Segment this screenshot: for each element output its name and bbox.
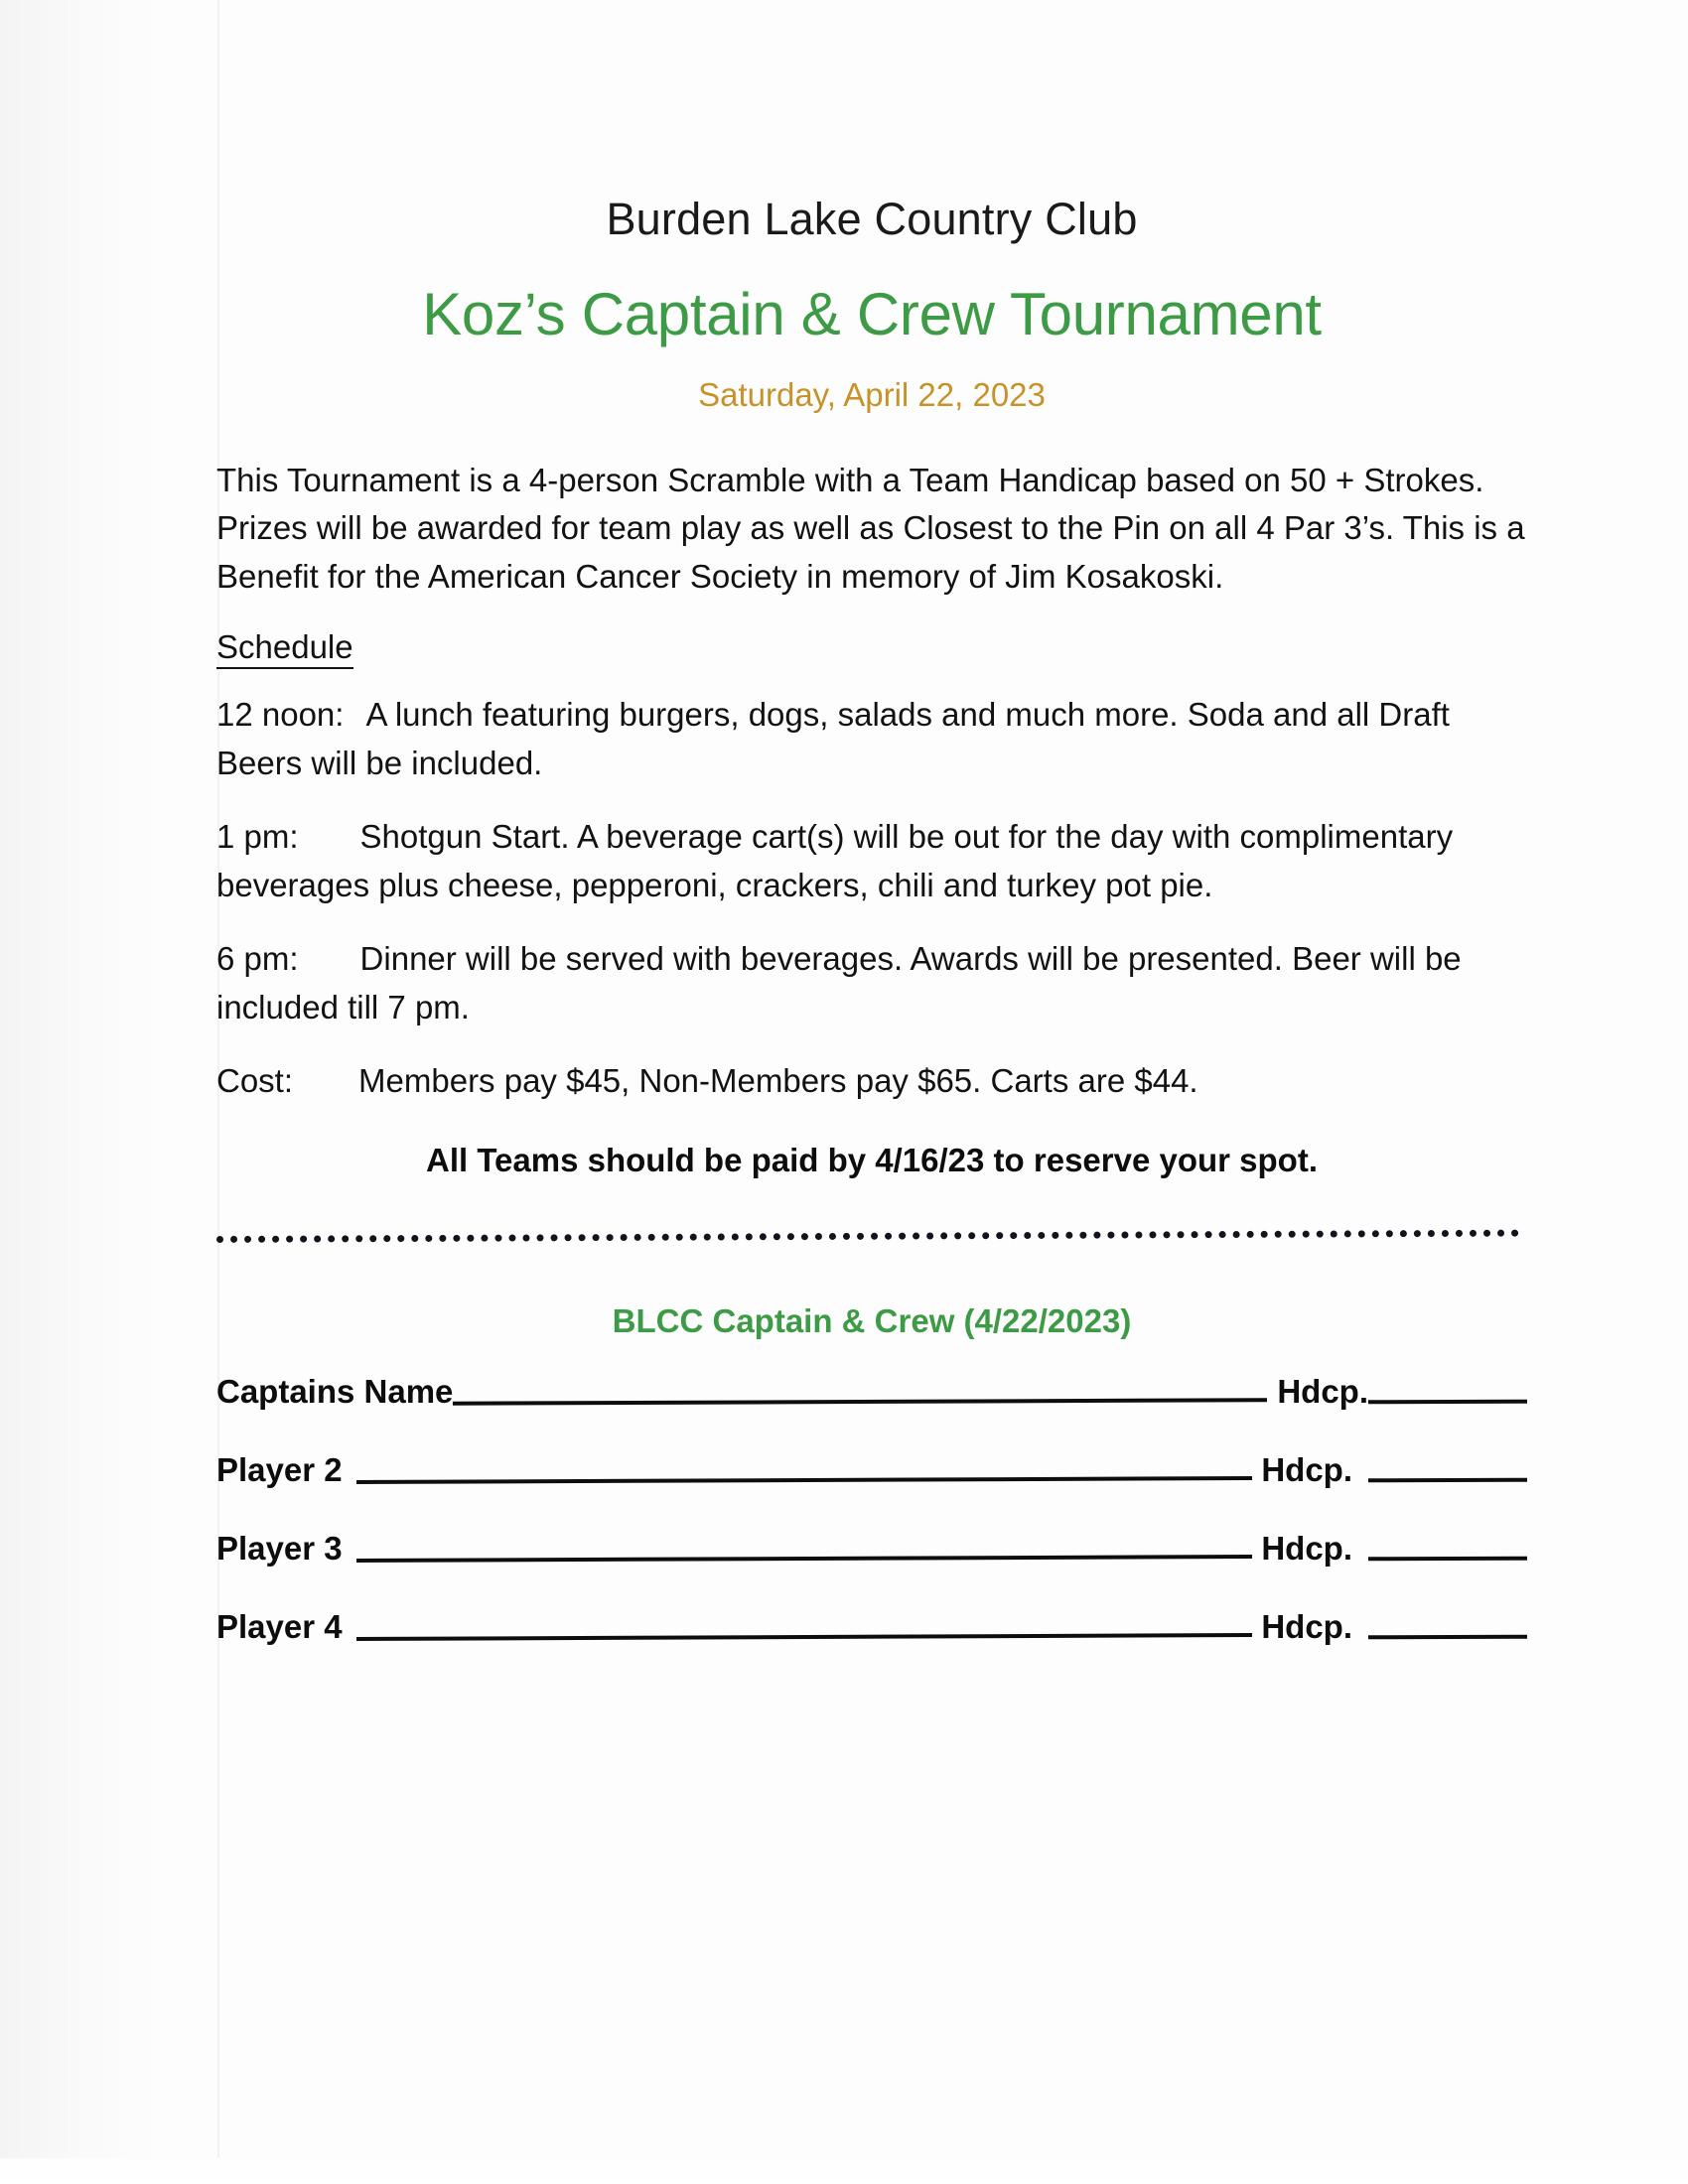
form-row-player-2 bbox=[216, 1452, 1527, 1489]
player-2-name-input[interactable] bbox=[356, 1476, 1252, 1484]
captain-name-label: Captains Name bbox=[216, 1373, 454, 1411]
schedule-heading-text: Schedule bbox=[216, 628, 353, 669]
schedule-item-cost bbox=[216, 1057, 1527, 1106]
body-block bbox=[216, 413, 1527, 1182]
schedule-time-1pm: 1 pm: bbox=[216, 818, 299, 856]
schedule-heading bbox=[216, 626, 1527, 669]
dashed-cut-line bbox=[216, 1229, 1519, 1242]
intro-paragraph: This Tournament is a 4-person Scramble with a Team Handicap based on 50 + Strokes. Prizes will be awarded for team play as well as Closest to the Pin on all 4 Par 3’s. This is a Benefit for the American Cancer Society in memory of Jim Kosakoski. bbox=[216, 461, 1525, 595]
form-row-player-3 bbox=[216, 1531, 1527, 1568]
tear-off-divider bbox=[216, 1236, 1527, 1256]
form-row-player-4 bbox=[216, 1609, 1527, 1646]
form-row-captain bbox=[216, 1374, 1527, 1411]
schedule-text-12noon: A lunch featuring burgers, dogs, salads and much more. Soda and all Draft Beers will be included. bbox=[216, 696, 1450, 781]
registration-form-title: BLCC Captain & Crew (4/22/2023) bbox=[612, 1301, 1132, 1339]
schedule-item-1pm bbox=[216, 813, 1527, 909]
club-name-title: Burden Lake Country Club bbox=[606, 194, 1138, 244]
payment-deadline-notice: All Teams should be paid by 4/16/23 to reserve your spot. bbox=[425, 1141, 1318, 1178]
schedule-text-cost: Members pay $45, Non-Members pay $65. Carts are $44. bbox=[358, 1062, 1198, 1100]
document-content bbox=[216, 0, 1527, 1646]
captain-hdcp-label: Hdcp. bbox=[1277, 1373, 1368, 1411]
player-4-hdcp-label: Hdcp. bbox=[1261, 1608, 1352, 1646]
event-title: Koz’s Captain & Crew Tournament bbox=[422, 280, 1322, 347]
player-3-hdcp-label: Hdcp. bbox=[1261, 1530, 1352, 1568]
player-4-label: Player 4 bbox=[216, 1608, 343, 1646]
registration-fields bbox=[216, 1374, 1527, 1646]
player-4-name-input[interactable] bbox=[356, 1633, 1252, 1641]
schedule-time-12noon: 12 noon: bbox=[216, 696, 345, 734]
player-2-label: Player 2 bbox=[216, 1451, 343, 1489]
schedule-text-6pm: Dinner will be served with beverages. Awards will be presented. Beer will be included till 7 pm. bbox=[216, 940, 1462, 1025]
player-3-name-input[interactable] bbox=[356, 1555, 1252, 1563]
player-3-hdcp-input[interactable] bbox=[1368, 1557, 1527, 1562]
schedule-label-cost: Cost: bbox=[216, 1062, 294, 1100]
schedule-time-6pm: 6 pm: bbox=[216, 940, 299, 978]
player-3-label: Player 3 bbox=[216, 1530, 343, 1568]
player-2-hdcp-input[interactable] bbox=[1368, 1478, 1527, 1483]
captain-name-input[interactable] bbox=[453, 1398, 1267, 1406]
scan-bottom-edge bbox=[0, 2158, 1688, 2184]
captain-hdcp-input[interactable] bbox=[1368, 1400, 1527, 1405]
schedule-item-6pm bbox=[216, 935, 1527, 1031]
scan-left-edge bbox=[0, 0, 159, 2184]
schedule-text-1pm: Shotgun Start. A beverage cart(s) will be out for the day with complimentary beverages plus cheese, pepperoni, crackers, chili and turkey pot pie. bbox=[216, 818, 1454, 903]
event-date: Saturday, April 22, 2023 bbox=[698, 375, 1046, 413]
schedule-item-12noon bbox=[216, 691, 1527, 787]
player-2-hdcp-label: Hdcp. bbox=[1261, 1451, 1352, 1489]
player-4-hdcp-input[interactable] bbox=[1368, 1635, 1527, 1640]
